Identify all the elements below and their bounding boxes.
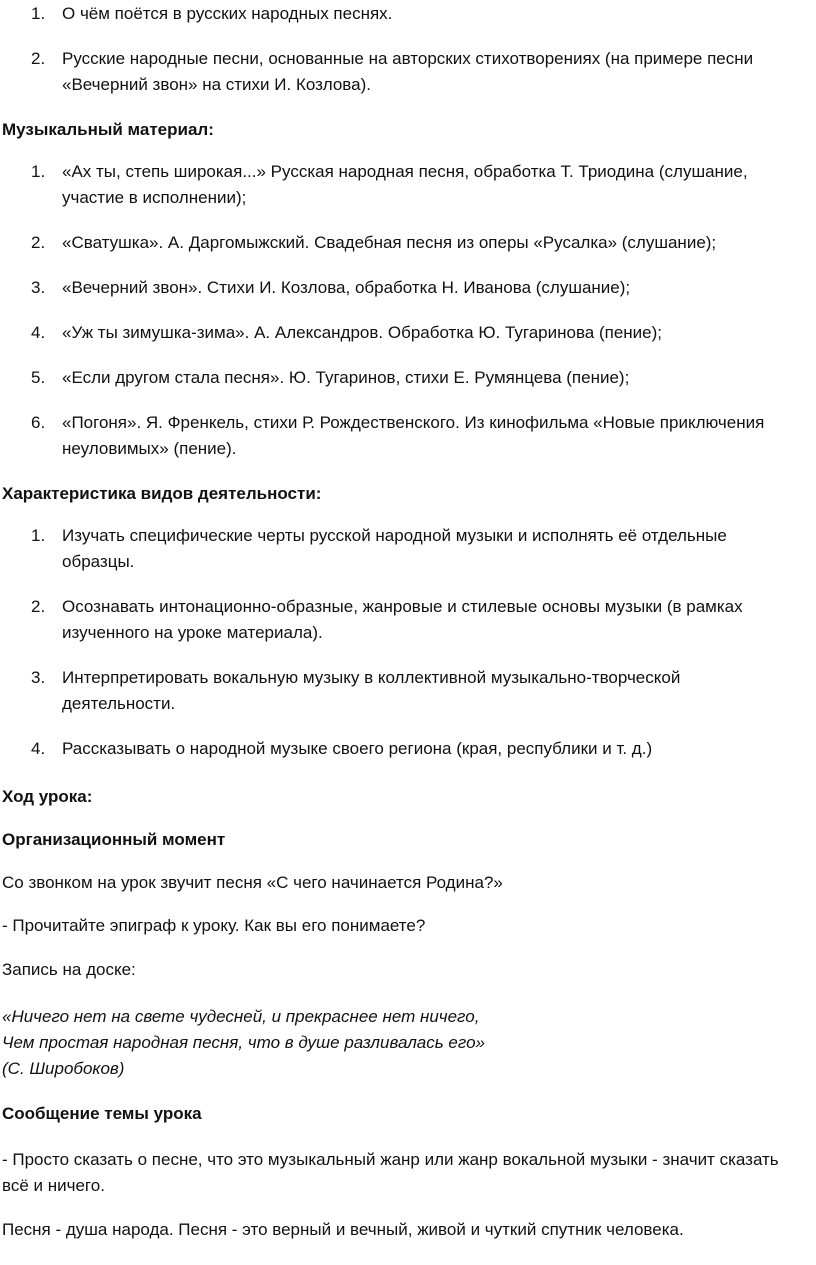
list-number: 2. <box>31 597 46 616</box>
organizational-moment-heading: Организационный момент <box>2 830 226 849</box>
list-item <box>0 365 816 391</box>
list-number: 5. <box>31 368 46 387</box>
music-material-heading: Музыкальный материал: <box>2 120 214 139</box>
list-number: 1. <box>31 4 46 23</box>
list-item-text: Изучать специфические черты русской народной музыки и исполнять её отдельные образцы. <box>62 526 727 571</box>
list-item-text: «Погоня». Я. Френкель, стихи Р. Рождественского. Из кинофильма «Новые приключения неуловимых» (пение). <box>62 413 765 458</box>
list-item-text: «Если другом стала песня». Ю. Тугаринов, стихи Е. Румянцева (пение); <box>62 368 630 387</box>
list-number: 1. <box>31 162 46 181</box>
list-item-text: «Вечерний звон». Стихи И. Козлова, обработка Н. Иванова (слушание); <box>62 278 631 297</box>
list-item <box>0 523 816 575</box>
list-number: 3. <box>31 668 46 687</box>
list-item-text: Рассказывать о народной музыке своего региона (края, республики и т. д.) <box>62 739 653 758</box>
list-number: 2. <box>31 49 46 68</box>
lesson-progress-heading: Ход урока: <box>2 787 93 806</box>
list-item <box>0 410 816 462</box>
list-item-text: Осознавать интонационно-образные, жанровые и стилевые основы музыки (в рамках изученного на уроке материала). <box>62 597 743 642</box>
quote-line: «Ничего нет на свете чудесней, и прекраснее нет ничего, <box>2 1007 480 1026</box>
song-description-paragraph: - Просто сказать о песне, что это музыкальный жанр или жанр вокальной музыки - значит сказать всё и ничего. <box>2 1150 779 1195</box>
epigraph-quote <box>0 1004 485 1082</box>
list-number: 4. <box>31 323 46 342</box>
list-item-text: «Ах ты, степь широкая...» Русская народная песня, обработка Т. Триодина (слушание, участие в исполнении); <box>62 162 748 207</box>
quote-line: Чем простая народная песня, что в душе разливалась его» <box>2 1033 485 1052</box>
quote-author: (С. Широбоков) <box>2 1059 125 1078</box>
list-item <box>0 230 816 256</box>
board-note-paragraph: Запись на доске: <box>2 960 136 979</box>
bell-paragraph: Со звонком на урок звучит песня «С чего начинается Родина?» <box>2 873 503 892</box>
list-item <box>0 320 816 346</box>
lesson-theme-heading: Сообщение темы урока <box>2 1104 202 1123</box>
list-number: 6. <box>31 413 46 432</box>
list-item <box>0 1 816 27</box>
music-material-list <box>0 159 816 462</box>
list-number: 2. <box>31 233 46 252</box>
activity-heading: Характеристика видов деятельности: <box>2 484 322 503</box>
activity-list <box>0 523 816 762</box>
list-item <box>0 594 816 646</box>
list-item-text: Интерпретировать вокальную музыку в коллективной музыкально-творческой деятельности. <box>62 668 681 713</box>
list-item <box>0 46 816 98</box>
list-number: 4. <box>31 739 46 758</box>
list-item <box>0 275 816 301</box>
list-number: 1. <box>31 526 46 545</box>
list-item <box>0 736 816 762</box>
list-number: 3. <box>31 278 46 297</box>
epigraph-question-paragraph: - Прочитайте эпиграф к уроку. Как вы его понимаете? <box>2 916 426 935</box>
list-item-text: О чём поётся в русских народных песнях. <box>62 4 393 23</box>
list-item <box>0 159 816 211</box>
list-item-text: Русские народные песни, основанные на авторских стихотворениях (на примере песни «Вечерний звон» на стихи И. Козлова). <box>62 49 754 94</box>
song-soul-paragraph: Песня - душа народа. Песня - это верный и вечный, живой и чуткий спутник человека. <box>2 1220 684 1239</box>
list-item-text: «Уж ты зимушка-зима». А. Александров. Обработка Ю. Тугаринова (пение); <box>62 323 663 342</box>
list-item-text: «Сватушка». А. Даргомыжский. Свадебная песня из оперы «Русалка» (слушание); <box>62 233 717 252</box>
topic-list <box>0 1 816 98</box>
list-item <box>0 665 816 717</box>
